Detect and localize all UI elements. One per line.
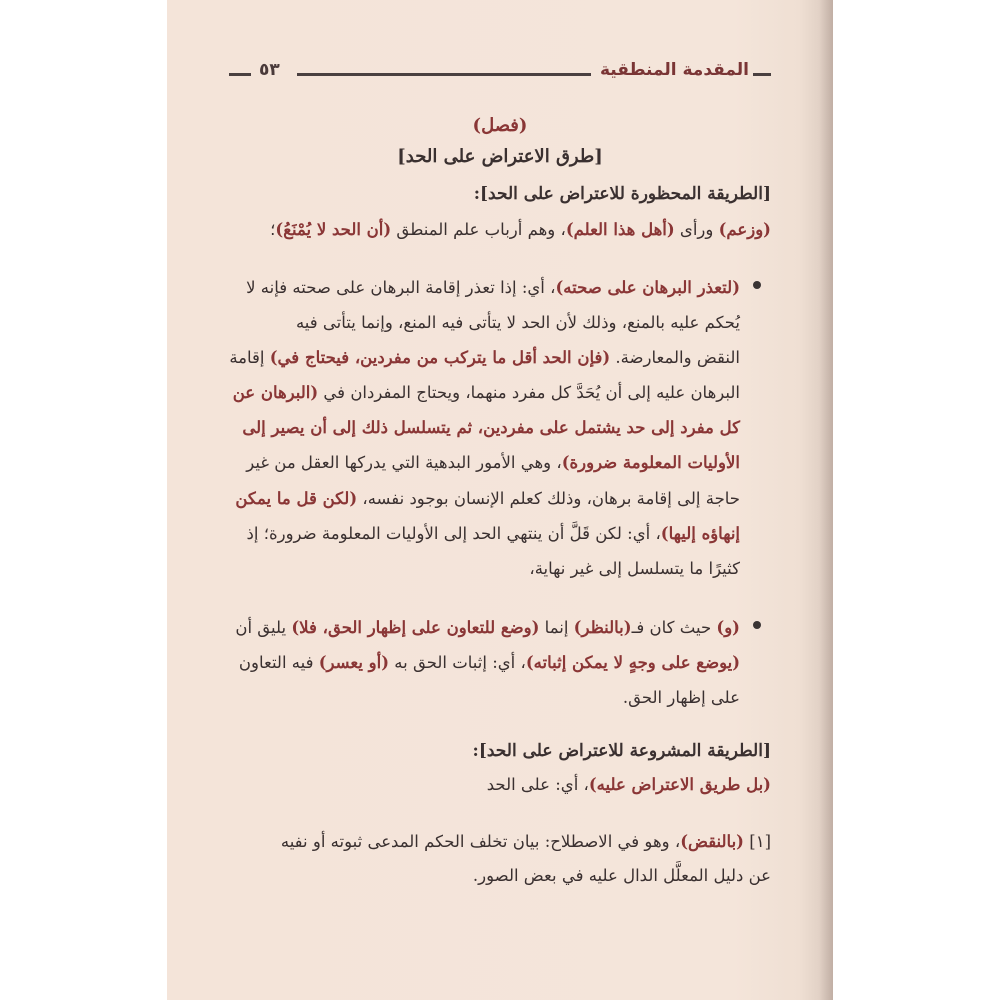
text: على إظهار الحق. — [622, 688, 740, 707]
item-1-line-1 — [281, 831, 771, 853]
text: النقض والمعارضة. — [610, 348, 740, 367]
bullet-1-line-1 — [246, 277, 740, 299]
bullet-1-line-2 — [296, 312, 740, 334]
emphasis: (أو يعسر) — [318, 653, 390, 672]
subsection-title-legitimate: [الطريقة المشروعة للاعتراض على الحد]: — [472, 741, 771, 761]
emphasis: (فإن الحد أقل ما يتركب من مفردين، فيحتاج في) — [269, 348, 611, 367]
bullet-2-line-1 — [235, 617, 740, 639]
emphasis: (البرهان عن — [232, 383, 319, 402]
emphasis: (و) — [716, 618, 740, 637]
book-page — [167, 0, 833, 1000]
text: يليق أن — [235, 618, 292, 637]
emphasis: (لتعذر البرهان على صحته) — [555, 278, 740, 297]
emphasis: إنهاؤه إليها) — [660, 524, 740, 543]
subsection-title-prohibited: [الطريقة المحظورة للاعتراض على الحد]: — [473, 184, 771, 204]
text: ، وهم أرباب علم المنطق — [391, 220, 566, 239]
bullet-2-line-3 — [623, 687, 740, 709]
item-1-line-2 — [473, 865, 771, 887]
header-rule-middle — [297, 73, 591, 76]
emphasis: (وزعم) — [718, 220, 771, 239]
bullet-2-line-2 — [239, 652, 740, 674]
header-rule-right — [753, 73, 771, 76]
header-rule-left — [229, 73, 251, 76]
running-header — [229, 60, 771, 88]
text: ؛ — [270, 220, 276, 239]
text: ، أي: على الحد — [486, 775, 589, 794]
emphasis: (يوضع على وجهٍ لا يمكن إثباته) — [525, 653, 740, 672]
text: ورأى — [674, 220, 719, 239]
emphasis: (بالنظر) — [573, 618, 632, 637]
bullet-1-line-6 — [246, 452, 740, 474]
item-number: [١] — [749, 832, 771, 851]
emphasis: كل مفرد إلى حد يشتمل على مفردين، ثم يتسلسل ذلك إلى أن يصير إلى — [242, 418, 740, 437]
text: البرهان عليه إلى أن يُحَدَّ كل مفرد منهما، ويحتاج المفردان في — [318, 383, 740, 402]
text: حاجة إلى إقامة برهان، وذلك كعلم الإنسان بوجود نفسه، — [357, 489, 740, 508]
text: ، أي: إثبات الحق به — [389, 653, 526, 672]
bullet-icon — [753, 621, 761, 629]
bullet-1-line-9 — [529, 558, 740, 580]
emphasis: (وضع للتعاون على إظهار الحق، فلا) — [291, 618, 540, 637]
bullet-1-line-3 — [229, 347, 740, 369]
page-number: ٥٣ — [259, 60, 280, 80]
emphasis: (أن الحد لا يُمْنَعُ) — [275, 220, 392, 239]
text: فيه التعاون — [238, 653, 319, 672]
emphasis: (لكن قل ما يمكن — [235, 489, 358, 508]
subsection-2-intro — [487, 774, 771, 796]
text: كثيرًا ما يتسلسل إلى غير نهاية، — [529, 559, 740, 578]
text: ، أي: لكن قَلَّ أن ينتهي الحد إلى الأوليات المعلومة ضرورة؛ إذ — [246, 524, 661, 543]
text: عن دليل المعلَّل الدال عليه في بعض الصور. — [472, 866, 771, 885]
emphasis: (بالنقض) — [680, 832, 744, 851]
bullet-icon — [753, 281, 761, 289]
bullet-1-line-8 — [247, 523, 740, 545]
text: ، أي: إذا تعذر إقامة البرهان على صحته فإنه لا — [246, 278, 556, 297]
text: ، وهي الأمور البدهية التي يدركها العقل من غير — [246, 453, 562, 472]
text: إنما — [539, 618, 574, 637]
bullet-1-line-5 — [242, 417, 740, 439]
emphasis: (بل طريق الاعتراض عليه) — [588, 775, 771, 794]
text: يُحكم عليه بالمنع، وذلك لأن الحد لا يتأتى فيه المنع، وإنما يتأتى فيه — [295, 313, 740, 332]
running-title: المقدمة المنطقية — [599, 60, 749, 80]
emphasis: (أهل هذا العلم) — [565, 220, 675, 239]
emphasis: الأوليات المعلومة ضرورة) — [561, 453, 740, 472]
text: حيث كان فـ — [631, 618, 717, 637]
section-label: (فصل) — [472, 115, 528, 136]
section-title: [طرق الاعتراض على الحد] — [397, 146, 603, 167]
bullet-1-line-7 — [235, 488, 740, 510]
text: ، وهو في الاصطلاح: بيان تخلف الحكم المدعى ثبوته أو نفيه — [280, 832, 681, 851]
subsection-1-intro — [270, 219, 771, 241]
text: إقامة — [229, 348, 270, 367]
bullet-1-line-4 — [233, 382, 740, 404]
